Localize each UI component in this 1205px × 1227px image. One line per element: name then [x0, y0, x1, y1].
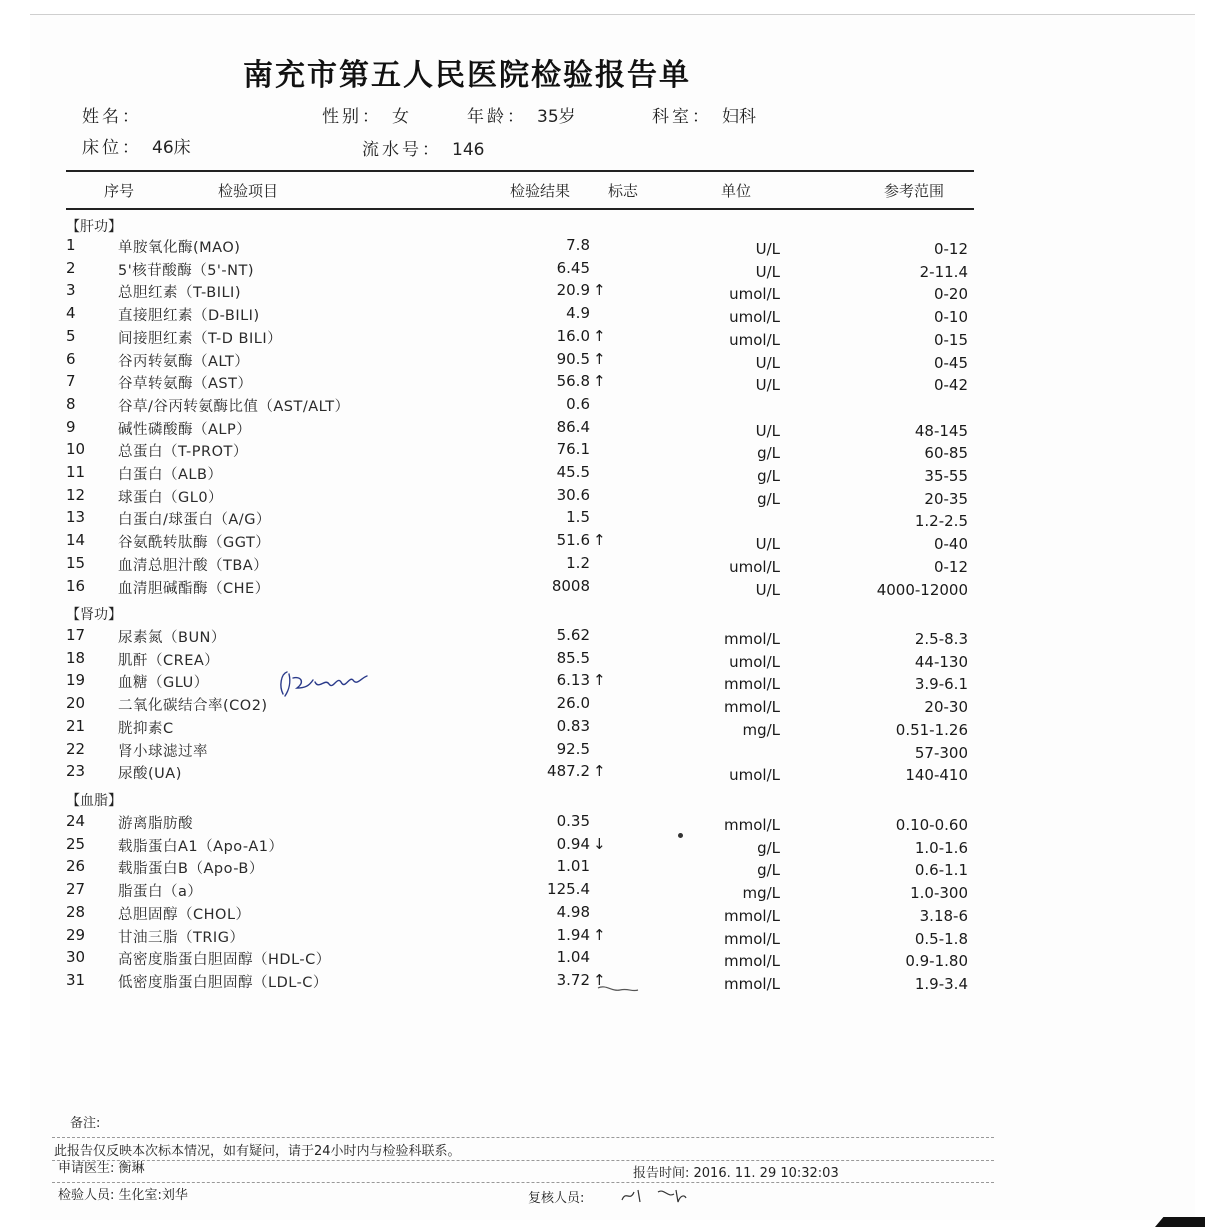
row-number: 2	[66, 259, 76, 277]
test-name: 血糖（GLU）	[118, 675, 209, 691]
age-label: 年龄：	[467, 107, 527, 127]
test-unit: mmol/L	[724, 675, 780, 693]
test-result: 6.45	[556, 259, 590, 277]
dept-value: 妇科	[722, 107, 756, 127]
test-unit: U/L	[755, 422, 780, 440]
row-number: 27	[66, 880, 86, 898]
test-unit: umol/L	[729, 653, 780, 671]
test-name: 总蛋白（T-PROT）	[118, 444, 248, 460]
reference-range: 57-300	[914, 744, 968, 762]
test-result: 1.2	[566, 554, 590, 572]
test-result: 16.0	[556, 327, 590, 345]
abnormal-flag: ↑	[593, 350, 606, 368]
col-header-unit: 单位	[721, 182, 752, 200]
dept-field	[652, 102, 756, 127]
table-row	[0, 762, 1205, 784]
row-number: 12	[66, 486, 86, 504]
table-row	[0, 740, 1205, 762]
header-rule-bottom	[66, 208, 974, 210]
test-result: 125.4	[547, 880, 590, 898]
row-number: 9	[66, 418, 76, 436]
reference-range: 140-410	[905, 766, 968, 784]
test-name: 白蛋白/球蛋白（A/G）	[118, 512, 271, 528]
footer-rule-2	[52, 1160, 994, 1161]
test-result: 20.9	[556, 281, 590, 299]
col-header-no: 序号	[104, 182, 135, 200]
test-unit: mmol/L	[724, 907, 780, 925]
tester-text: 检验人员: 生化室:刘华	[58, 1188, 188, 1203]
reference-range: 1.0-300	[910, 884, 968, 902]
reference-range: 0-12	[933, 240, 968, 258]
reference-range: 3.18-6	[919, 907, 968, 925]
table-row	[0, 259, 1205, 281]
bed-label: 床位：	[82, 138, 142, 158]
test-name: 谷氨酰转肽酶（GGT）	[118, 535, 271, 551]
row-number: 26	[66, 857, 86, 875]
reviewer-text: 复核人员:	[528, 1191, 585, 1206]
reference-range: 3.9-6.1	[914, 675, 968, 693]
test-result: 1.5	[566, 508, 590, 526]
report-title: 南充市第五人民医院检验报告单	[243, 58, 691, 93]
test-name: 胱抑素C	[118, 721, 174, 737]
test-result: 0.83	[556, 717, 590, 735]
test-name: 肌酐（CREA）	[118, 653, 220, 669]
test-unit: U/L	[755, 263, 780, 281]
section-header: 【肾功】	[66, 607, 122, 623]
test-unit: mmol/L	[724, 630, 780, 648]
name-label: 姓名：	[82, 107, 142, 127]
row-number: 30	[66, 948, 86, 966]
table-row	[0, 281, 1205, 303]
serial-field	[362, 135, 484, 160]
row-number: 23	[66, 762, 86, 780]
reference-range: 0.5-1.8	[914, 930, 968, 948]
reference-range: 0-10	[933, 308, 968, 326]
row-number: 20	[66, 694, 86, 712]
table-row	[0, 880, 1205, 902]
test-name: 二氧化碳结合率(CO2)	[118, 698, 268, 714]
row-number: 19	[66, 671, 86, 689]
row-number: 16	[66, 577, 86, 595]
col-header-ref: 参考范围	[884, 182, 945, 200]
reference-range: 1.0-1.6	[914, 839, 968, 857]
reference-range: 0.6-1.1	[914, 861, 968, 879]
test-unit: g/L	[757, 444, 780, 462]
gender-field	[322, 102, 409, 127]
reference-range: 44-130	[914, 653, 968, 671]
reviewer-signature	[618, 1184, 688, 1206]
test-name: 载脂蛋白B（Apo-B）	[118, 861, 264, 877]
table-row	[0, 626, 1205, 648]
row-number: 29	[66, 926, 86, 944]
test-name: 游离脂肪酸	[118, 816, 193, 832]
reference-range: 60-85	[924, 444, 968, 462]
table-row	[0, 554, 1205, 576]
disclaimer-text: 此报告仅反映本次标本情况，如有疑问，请于24小时内与检验科联系。	[54, 1144, 461, 1159]
test-name: 谷草/谷丙转氨酶比值（AST/ALT）	[118, 399, 350, 415]
serial-label: 流水号：	[362, 140, 442, 160]
test-name: 尿素氮（BUN）	[118, 630, 226, 646]
patient-name-field	[82, 102, 152, 127]
test-result: 56.8	[556, 372, 590, 390]
test-result: 30.6	[556, 486, 590, 504]
table-row	[0, 717, 1205, 739]
reference-range: 0-20	[933, 285, 968, 303]
abnormal-flag: ↑	[593, 531, 606, 549]
table-row	[0, 418, 1205, 440]
test-unit: U/L	[755, 535, 780, 553]
row-number: 11	[66, 463, 86, 481]
footer-rule-1	[52, 1137, 994, 1138]
test-unit: umol/L	[729, 766, 780, 784]
report-time-text: 报告时间: 2016. 11. 29 10:32:03	[633, 1166, 839, 1181]
bed-value: 46床	[152, 138, 191, 158]
table-row	[0, 903, 1205, 925]
test-name: 单胺氧化酶(MAO)	[118, 240, 241, 256]
col-header-item: 检验项目	[218, 182, 279, 200]
test-unit: mmol/L	[724, 975, 780, 993]
reference-range: 35-55	[924, 467, 968, 485]
test-result: 92.5	[556, 740, 590, 758]
table-row	[0, 857, 1205, 879]
page-corner-shadow	[1155, 1217, 1205, 1227]
table-row	[0, 649, 1205, 671]
test-name: 谷丙转氨酶（ALT）	[118, 354, 250, 370]
test-name: 低密度脂蛋白胆固醇（LDL-C）	[118, 975, 328, 991]
row-number: 7	[66, 372, 76, 390]
row-number: 24	[66, 812, 86, 830]
table-row	[0, 372, 1205, 394]
table-row	[0, 812, 1205, 834]
test-result: 0.6	[566, 395, 590, 413]
test-name: 球蛋白（GL0）	[118, 490, 224, 506]
reference-range: 20-30	[924, 698, 968, 716]
test-name: 肾小球滤过率	[118, 744, 208, 760]
test-result: 86.4	[556, 418, 590, 436]
reference-range: 4000-12000	[876, 581, 968, 599]
table-row	[0, 395, 1205, 417]
row-number: 31	[66, 971, 86, 989]
row-number: 18	[66, 649, 86, 667]
table-row	[0, 486, 1205, 508]
age-field	[467, 102, 576, 127]
reference-range: 0.51-1.26	[895, 721, 968, 739]
row-number: 17	[66, 626, 86, 644]
abnormal-flag: ↑	[593, 671, 606, 689]
table-row	[0, 508, 1205, 530]
test-result: 1.94	[556, 926, 590, 944]
row-number: 10	[66, 440, 86, 458]
reference-range: 2-11.4	[919, 263, 968, 281]
test-name: 5'核苷酸酶（5'-NT)	[118, 263, 255, 279]
reference-range: 1.9-3.4	[914, 975, 968, 993]
test-result: 76.1	[556, 440, 590, 458]
test-result: 26.0	[556, 694, 590, 712]
test-result: 487.2	[547, 762, 590, 780]
table-row	[0, 531, 1205, 553]
reference-range: 20-35	[924, 490, 968, 508]
test-unit: mmol/L	[724, 816, 780, 834]
reference-range: 48-145	[914, 422, 968, 440]
test-unit: mg/L	[742, 721, 780, 739]
test-name: 载脂蛋白A1（Apo-A1）	[118, 839, 284, 855]
test-result: 45.5	[556, 463, 590, 481]
test-result: 1.01	[556, 857, 590, 875]
table-row	[0, 577, 1205, 599]
abnormal-flag: ↑	[593, 762, 606, 780]
footer-rule-3	[52, 1182, 994, 1183]
test-name: 总胆固醇（CHOL）	[118, 907, 251, 923]
reference-range: 0-40	[933, 535, 968, 553]
table-row	[0, 694, 1205, 716]
reference-range: 0.9-1.80	[905, 952, 968, 970]
test-unit: g/L	[757, 861, 780, 879]
header-rule-top	[66, 170, 974, 172]
row-number: 25	[66, 835, 86, 853]
ink-dot	[678, 833, 683, 838]
row-number: 1	[66, 236, 76, 254]
test-name: 白蛋白（ALB）	[118, 467, 223, 483]
test-result: 0.94	[556, 835, 590, 853]
table-row	[0, 835, 1205, 857]
test-result: 7.8	[566, 236, 590, 254]
test-name: 直接胆红素（D-BILI)	[118, 308, 260, 324]
test-unit: umol/L	[729, 285, 780, 303]
row-number: 28	[66, 903, 86, 921]
abnormal-flag: ↑	[593, 372, 606, 390]
table-row	[0, 463, 1205, 485]
row-number: 15	[66, 554, 86, 572]
test-unit: g/L	[757, 467, 780, 485]
test-name: 甘油三脂（TRIG）	[118, 930, 245, 946]
row-number: 4	[66, 304, 76, 322]
test-name: 尿酸(UA)	[118, 766, 182, 782]
row-number: 3	[66, 281, 76, 299]
test-name: 血清胆碱酯酶（CHE）	[118, 581, 270, 597]
test-name: 高密度脂蛋白胆固醇（HDL-C）	[118, 952, 331, 968]
test-unit: mmol/L	[724, 952, 780, 970]
row-number: 5	[66, 327, 76, 345]
test-result: 5.62	[556, 626, 590, 644]
remark-label: 备注:	[70, 1116, 101, 1131]
reference-range: 2.5-8.3	[914, 630, 968, 648]
table-row	[0, 236, 1205, 258]
reference-range: 0-42	[933, 376, 968, 394]
test-result: 90.5	[556, 350, 590, 368]
test-unit: mg/L	[742, 884, 780, 902]
abnormal-flag: ↑	[593, 926, 606, 944]
test-unit: U/L	[755, 581, 780, 599]
row-number: 21	[66, 717, 86, 735]
row-number: 8	[66, 395, 76, 413]
test-unit: umol/L	[729, 331, 780, 349]
bed-field	[82, 133, 191, 158]
test-result: 3.72	[556, 971, 590, 989]
row-number: 22	[66, 740, 86, 758]
reference-range: 1.2-2.5	[914, 512, 968, 530]
dept-label: 科室：	[652, 107, 712, 127]
col-header-result: 检验结果	[510, 182, 571, 200]
test-name: 血清总胆汁酸（TBA）	[118, 558, 269, 574]
table-row	[0, 304, 1205, 326]
test-unit: U/L	[755, 240, 780, 258]
age-value: 35岁	[537, 107, 576, 127]
reference-range: 0-45	[933, 354, 968, 372]
test-unit: umol/L	[729, 308, 780, 326]
test-unit: umol/L	[729, 558, 780, 576]
test-name: 总胆红素（T-BILI)	[118, 285, 241, 301]
section-header: 【肝功】	[66, 219, 122, 235]
abnormal-flag: ↑	[593, 281, 606, 299]
row-number: 6	[66, 350, 76, 368]
abnormal-flag: ↓	[593, 835, 606, 853]
serial-value: 146	[452, 140, 485, 160]
test-name: 碱性磷酸酶（ALP）	[118, 422, 252, 438]
test-result: 6.13	[556, 671, 590, 689]
test-unit: U/L	[755, 354, 780, 372]
reference-range: 0-12	[933, 558, 968, 576]
gender-value: 女	[392, 107, 409, 127]
abnormal-flag: ↑	[593, 971, 606, 989]
test-unit: g/L	[757, 839, 780, 857]
table-row	[0, 671, 1205, 693]
table-row	[0, 948, 1205, 970]
test-result: 0.35	[556, 812, 590, 830]
test-result: 85.5	[556, 649, 590, 667]
section-header: 【血脂】	[66, 793, 122, 809]
test-name: 间接胆红素（T-D BILI）	[118, 331, 283, 347]
abnormal-flag: ↑	[593, 327, 606, 345]
pen-mark	[596, 982, 640, 998]
test-name: 脂蛋白（a）	[118, 884, 203, 900]
table-row	[0, 350, 1205, 372]
test-result: 51.6	[556, 531, 590, 549]
col-header-flag: 标志	[608, 182, 639, 200]
test-unit: mmol/L	[724, 930, 780, 948]
row-number: 14	[66, 531, 86, 549]
test-name: 谷草转氨酶（AST）	[118, 376, 253, 392]
test-result: 4.9	[566, 304, 590, 322]
table-row	[0, 440, 1205, 462]
test-result: 1.04	[556, 948, 590, 966]
test-unit: g/L	[757, 490, 780, 508]
test-result: 4.98	[556, 903, 590, 921]
table-row	[0, 926, 1205, 948]
reference-range: 0-15	[933, 331, 968, 349]
table-row	[0, 327, 1205, 349]
test-result: 8008	[551, 577, 590, 595]
requester-text: 申请医生: 衡琳	[58, 1161, 145, 1176]
reference-range: 0.10-0.60	[895, 816, 968, 834]
test-unit: mmol/L	[724, 698, 780, 716]
test-unit: U/L	[755, 376, 780, 394]
handwritten-signature	[275, 668, 371, 700]
gender-label: 性别：	[322, 107, 382, 127]
row-number: 13	[66, 508, 86, 526]
